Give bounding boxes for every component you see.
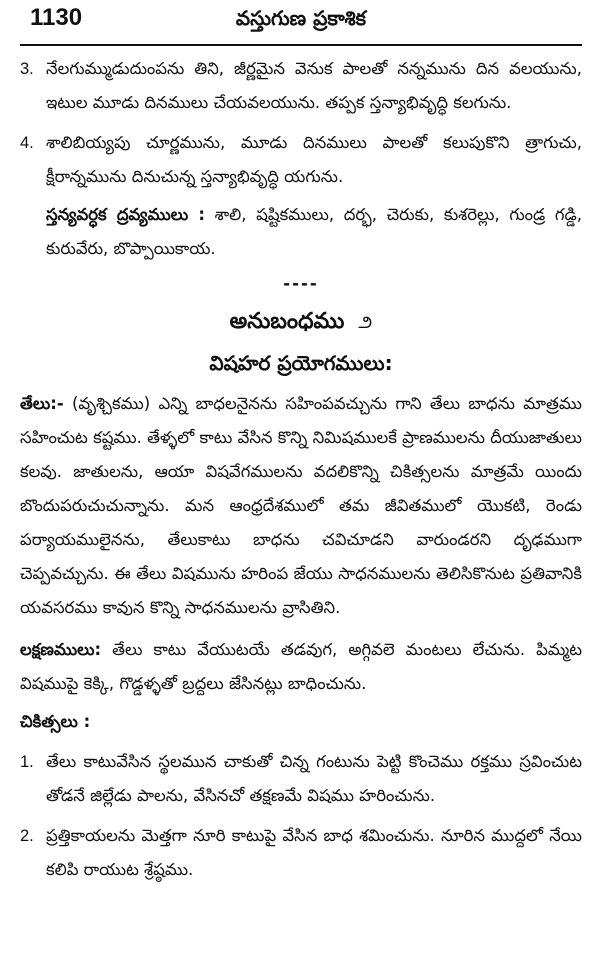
item-number: 4. [20, 134, 34, 152]
appendix-number: ౨ [358, 312, 373, 333]
symptoms-paragraph [20, 633, 582, 701]
list-item [20, 126, 582, 194]
scorpion-text: (వృశ్చికము) ఎన్ని బాధలనైనను సహింపవచ్చును గాని తేలు బాధను మాత్రము సహించుట కష్టము. తేళ్ళలో కాటు వేసిన కొన్ని నిమిషములకే ప్రాణములను దీయుజాతులు కలవు. జాతులను, ఆయా విషవేగములను వదలికొన్ని చికిత్సలను మాత్రమే యిందు బొందుపరుచుచున్నాను. మన ఆంధ్రదేశములో తమ జీవితములో యొకటి, రెండు పర్యాయములైనను, తేలుకాటు బాధను చవిచూడని వారుండరని దృఢముగా చెప్పవచ్చును. ఈ తేలు విషమును హరింప జేయు సాధనములను తెలిసికొనుట ప్రతివానికి యవసరము కావున కొన్ని సాధనములను వ్రాసితిని. [20, 394, 582, 617]
galactagogue-text: శాలి, షష్టికములు, దర్భ, చెరుకు, కుశరెల్లు, గుండ్ర గడ్డి, కురువేరు, బొప్పాయికాయ. [46, 205, 582, 258]
list-item [20, 819, 582, 887]
item-number: 1. [20, 753, 34, 771]
item-number: 2. [20, 827, 34, 845]
appendix-heading [20, 302, 582, 343]
page-header [20, 0, 582, 46]
item-text: శాలిబియ్యపు చూర్ణమును, మూడు దినములు పాలతో కలుపుకొని త్రాగుచు, క్షీరాన్నమును దినుచున్న స్తన్యాభివృద్ధి యగును. [46, 133, 582, 186]
list-item [20, 745, 582, 813]
section-title: విషహర ప్రయోగములు: [209, 351, 393, 375]
list-item [20, 52, 582, 120]
item-text: ప్రత్తికాయలను మెత్తగా నూరి కాటుపై వేసిన బాధ శమించును. నూరిన ముద్దలో నేయి కలిపి రాయుట శ్రేష్ఠము. [46, 826, 582, 879]
treatments-heading: చికిత్సలు : [20, 712, 91, 731]
scorpion-label: తేలు:- [20, 394, 64, 413]
page-content [20, 52, 582, 887]
section-separator: ---- [283, 274, 319, 293]
item-number: 3. [20, 60, 34, 78]
scorpion-paragraph [20, 387, 582, 625]
galactagogue-paragraph [20, 198, 582, 266]
item-text: నేలగుమ్ముడుదుంపను తిని, జీర్ణమైన వెనుక పాలతో నన్నమును దిన వలయును, ఇటుల మూడు దినములు చేయవలయును. తప్పక స్తన్యాభివృద్ధి కలగును. [46, 59, 582, 112]
symptoms-label: లక్షణములు: [20, 640, 102, 659]
item-text: తేలు కాటువేసిన స్థలమున చాకుతో చిన్న గంటును పెట్టి కొంచెము రక్తము స్రవించుట తోడనే జిల్లేడు పాలను, వేసినచో తక్షణమే విషము హరించును. [46, 752, 582, 805]
appendix-title: అనుబంధము [229, 309, 345, 334]
symptoms-text: తేలు కాటు వేయుటయే తడవుగ, అగ్గివలె మంటలు లేచును. పిమ్మట విషముపై కెక్కి, గొడ్డళ్ళతో బ్రద్దలు జేసినట్లు బాధించును. [20, 640, 582, 693]
running-title: వస్తుగుణ ప్రకాశిక [235, 6, 367, 30]
page-number: 1130 [30, 4, 83, 31]
galactagogue-label: స్తన్యవర్ధక ద్రవ్యములు : [46, 205, 205, 224]
